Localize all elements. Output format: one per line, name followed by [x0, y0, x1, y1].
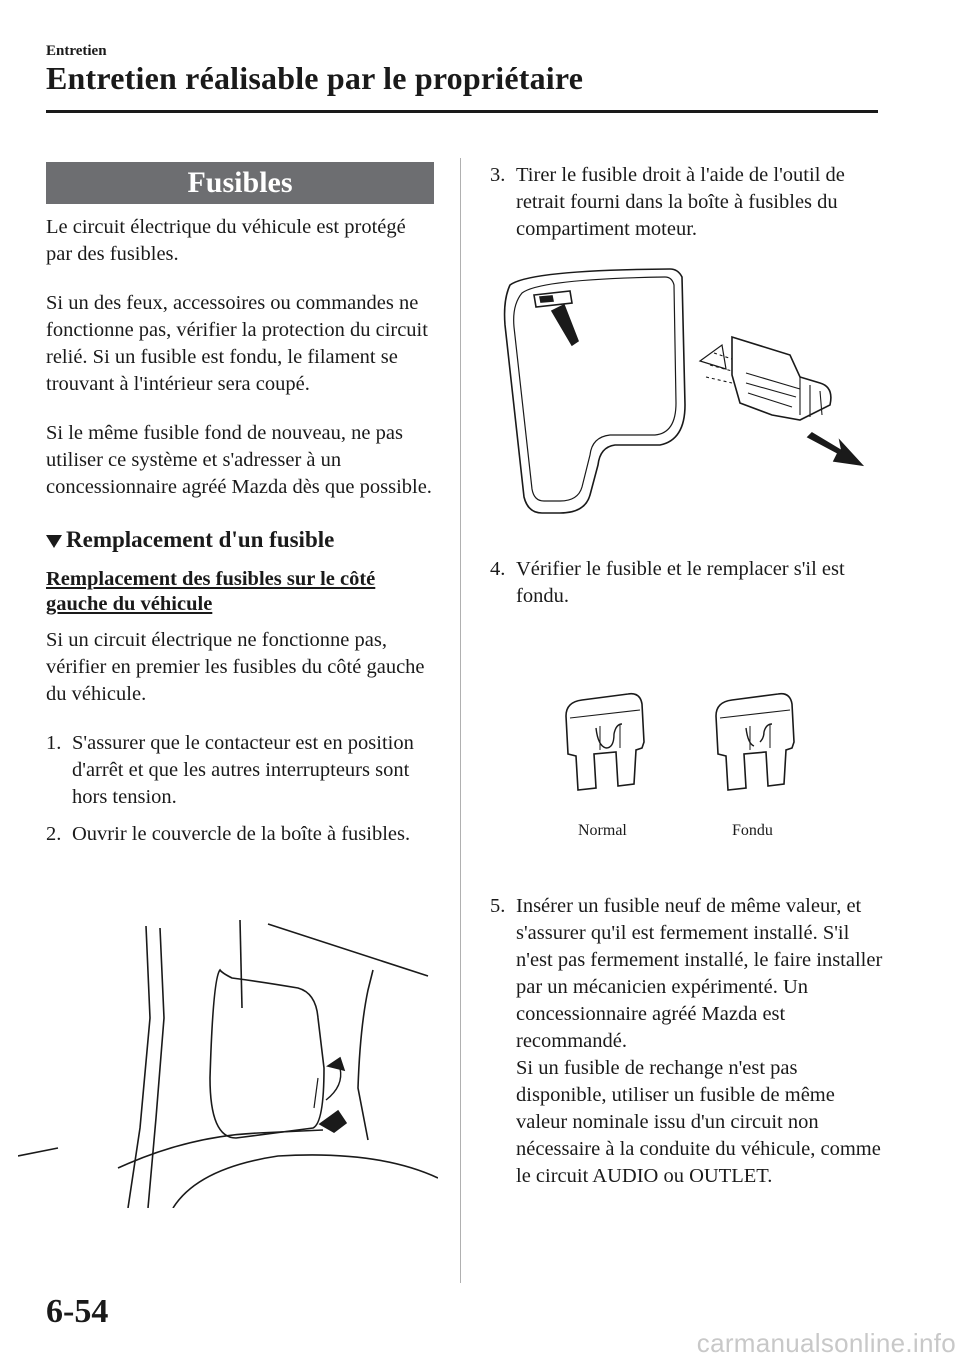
subheading [46, 527, 434, 553]
step-3 [490, 162, 890, 243]
chapter-title: Entretien réalisable par le propriétaire [46, 60, 584, 96]
step-1 [46, 730, 434, 811]
step-number: 4. [490, 558, 506, 580]
step-number: 3. [490, 164, 506, 186]
step-text: Tirer le fusible droit à l'aide de l'outil de retrait fourni dans la boîte à fusibles du compartiment moteur. [516, 164, 845, 240]
normal-fuse-drawing [566, 694, 644, 790]
header-rule [46, 110, 878, 113]
step-5 [490, 893, 890, 1190]
fuse-comparison-illustration [560, 688, 810, 818]
blown-fuse-drawing [716, 694, 794, 790]
subheading-text: Remplacement d'un fusible [66, 527, 335, 552]
step-number: 2. [46, 823, 62, 845]
intro-paragraph: Le circuit électrique du véhicule est protégé par des fusibles. [46, 216, 406, 265]
step-number: 1. [46, 732, 62, 754]
section-banner: Fusibles [46, 162, 434, 204]
page-number: 6-54 [46, 1293, 109, 1330]
step-2 [46, 821, 434, 848]
column-divider [460, 158, 461, 1283]
paragraph-warning: Si le même fusible fond de nouveau, ne pas utiliser ce système et s'adresser à un concessionnaire agréé Mazda dès que possible. [46, 422, 432, 498]
step-number: 5. [490, 895, 506, 917]
underlined-heading: Remplacement des fusibles sur le côté gauche du véhicule [46, 568, 376, 615]
fuse-label-normal: Normal [578, 822, 627, 839]
step-text: S'assurer que le contacteur est en position d'arrêt et que les autres interrupteurs sont hors tension. [72, 732, 414, 808]
fuse-box-cover-illustration [18, 918, 438, 1208]
section-label: Entretien [46, 43, 107, 59]
paragraph-left-side: Si un circuit électrique ne fonctionne pas, vérifier en premier les fusibles du côté gauche du véhicule. [46, 629, 425, 705]
step-4 [490, 556, 890, 610]
step-text: Vérifier le fusible et le remplacer s'il est fondu. [516, 558, 845, 607]
triangle-bullet-icon [46, 535, 62, 548]
watermark: carmanualsonline.info [696, 1328, 956, 1358]
fuse-puller-illustration [500, 265, 870, 520]
left-column [46, 162, 434, 848]
step-text: Ouvrir le couvercle de la boîte à fusibles. [72, 823, 411, 845]
fuse-label-blown: Fondu [732, 822, 773, 839]
step-text: Insérer un fusible neuf de même valeur, et s'assurer qu'il est fermement installé. S'il n'est pas fermement installé, le faire installer par un mécanicien expérimenté. Un concessionnaire agréé Mazda est recommandé. Si un fusible de rechange n'est pas disponible, utiliser un fusible de même valeur nominale issu d'un circuit non nécessaire à la conduite du véhicule, comme le circuit AUDIO ou OUTLET. [516, 895, 883, 1187]
paragraph-check-circuit: Si un des feux, accessoires ou commandes ne fonctionne pas, vérifier la protection du circuit relié. Si un fusible est fondu, le filament se trouvant à l'intérieur sera coupé. [46, 292, 428, 395]
